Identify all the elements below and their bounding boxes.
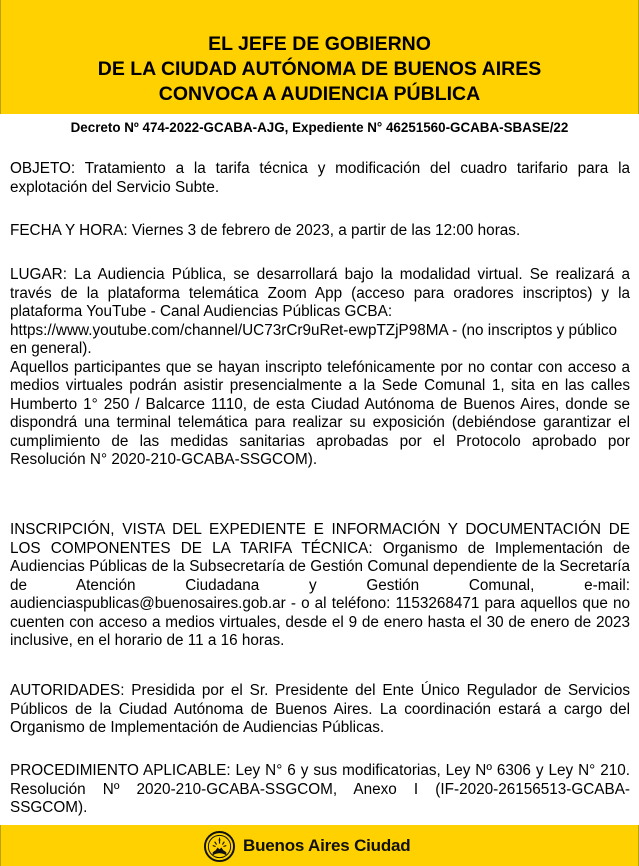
- decree-reference: Decreto Nº 474-2022-GCABA-AJG, Expediente N° 46251560-GCABA-SBASE/22: [70, 120, 569, 135]
- paragraph-fecha-hora: FECHA Y HORA: Viernes 3 de febrero de 2023, a partir de las 12:00 horas.: [10, 222, 521, 239]
- paragraph-lugar-presencial: Aquellos participantes que se hayan inscripto telefónicamente por no contar con acceso a medios virtuales podrán asistir presencialmente a la Sede Comunal 1, sita en las calles Humberto 1° 250 / Balcarce 1110, de esta Ciudad Autónoma de Buenos Aires, donde se dispondrá una terminal telemática para realizar su exposición (debiéndose garantizar el cumplimiento de las medidas sanitarias aprobadas por el Protocolo aprobado por Resolución N° 2020-210-GCABA-SSGCOM).: [10, 358, 630, 468]
- footer-banner: [0, 825, 639, 866]
- youtube-channel-link[interactable]: https://www.youtube.com/channel/UC73rCr9uRet-ewpTZjP98MA - (no inscriptos y público en general).: [10, 321, 618, 357]
- banner-title-line-2: DE LA CIUDAD AUTÓNOMA DE BUENOS AIRES: [97, 58, 542, 80]
- footer-logo-text: Buenos Aires Ciudad: [243, 836, 411, 855]
- paragraph-inscripcion: INSCRIPCIÓN, VISTA DEL EXPEDIENTE E INFORMACIÓN Y DOCUMENTACIÓN DE LOS COMPONENTES DE LA TARIFA TÉCNICA: Organismo de Implementación de Audiencias Públicas de la Subsecretaría de Gestión Comunal dependiente de la Secretaría de Atención Ciudadana y Gestión Comunal, e-mail: audienciaspublicas@buenosaires.gob.ar - o al teléfono: 1153268471 para aquellos que no cuenten con acceso a medios virtuales, desde el 9 de enero hasta el 30 de enero de 2023 inclusive, en el horario de 11 a 16 horas.: [10, 521, 630, 649]
- paragraph-autoridades: AUTORIDADES: Presidida por el Sr. Presidente del Ente Único Regulador de Servicios Públicos de la Ciudad Autónoma de Buenos Aires. La coordinación estará a cargo del Organismo de Implementación de Audiencias Públicas.: [10, 682, 630, 736]
- paragraph-procedimiento: PROCEDIMIENTO APLICABLE: Ley N° 6 y sus modificatorias, Ley Nº 6306 y Ley N° 210. Resolución Nº 2020-210-GCABA-SSGCOM, Anexo I (IF-2020-26156513-GCABA-SSGCOM).: [10, 762, 630, 816]
- banner-title-line-3: CONVOCA A AUDIENCIA PÚBLICA: [158, 83, 481, 105]
- city-crest-icon: [204, 831, 235, 862]
- header-banner: [0, 0, 639, 114]
- paragraph-objeto: OBJETO: Tratamiento a la tarifa técnica y modificación del cuadro tarifario para la explotación del Servicio Subte.: [10, 160, 630, 196]
- paragraph-lugar: LUGAR: La Audiencia Pública, se desarrollará bajo la modalidad virtual. Se realizará a través de la plataforma telemática Zoom App (acceso para oradores inscriptos) y la plataforma YouTube - Canal Audiencias Públicas GCBA:: [10, 266, 630, 320]
- section-lugar: [10, 266, 630, 470]
- banner-title-line-1: EL JEFE DE GOBIERNO: [208, 33, 431, 55]
